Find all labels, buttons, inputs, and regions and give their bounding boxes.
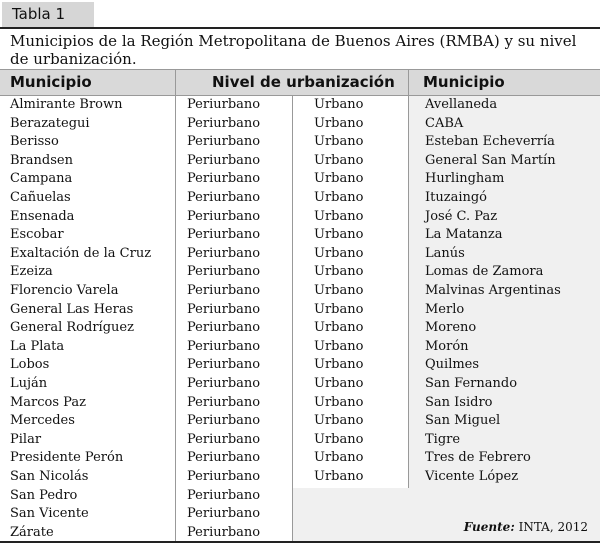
cell-urbano: Urbano (314, 394, 364, 410)
cell-periurbano: Periurbano (187, 394, 261, 410)
cell-urbano: Urbano (314, 134, 364, 150)
table-row (0, 431, 600, 450)
cell-urbano: Urbano (314, 208, 364, 224)
header-municipio-left: Municipio (10, 73, 92, 91)
header-separator (408, 70, 409, 95)
table-row (0, 319, 600, 338)
cell-periurbano: Periurbano (187, 431, 261, 447)
cell-periurbano: Periurbano (187, 320, 261, 336)
cell-municipio-urbano: Tres de Febrero (425, 450, 531, 466)
cell-periurbano: Periurbano (187, 450, 261, 466)
cell-urbano: Urbano (314, 264, 364, 280)
cell-municipio-urbano: Lomas de Zamora (425, 264, 544, 280)
cell-municipio: Almirante Brown (10, 97, 123, 112)
cell-periurbano: Periurbano (187, 152, 261, 168)
cell-urbano: Urbano (314, 245, 364, 261)
cell-municipio-urbano: José C. Paz (425, 208, 498, 224)
table-row (0, 115, 600, 134)
cell-municipio: Luján (10, 376, 48, 391)
cell-urbano: Urbano (314, 301, 364, 317)
table-tab-label: Tabla 1 (2, 2, 94, 27)
cell-urbano: Urbano (314, 97, 364, 112)
cell-municipio: Mercedes (10, 413, 75, 429)
cell-municipio-urbano: San Miguel (425, 413, 501, 429)
table-row (0, 356, 600, 375)
cell-municipio: Campana (10, 171, 73, 187)
cell-municipio: Marcos Paz (10, 394, 86, 410)
source-text: INTA, 2012 (518, 520, 588, 534)
cell-municipio-urbano: Vicente López (425, 469, 519, 484)
cell-periurbano: Periurbano (187, 227, 261, 243)
cell-urbano: Urbano (314, 338, 364, 354)
cell-municipio-urbano: La Matanza (425, 227, 503, 243)
table-row (0, 338, 600, 357)
table-row (0, 468, 600, 487)
table-row (0, 487, 600, 506)
cell-municipio: Ensenada (10, 208, 75, 224)
table-row (0, 394, 600, 413)
cell-periurbano: Periurbano (187, 469, 261, 484)
cell-municipio: Pilar (10, 431, 42, 447)
cell-urbano: Urbano (314, 283, 364, 298)
cell-municipio: Exaltación de la Cruz (10, 245, 152, 261)
table-caption: Municipios de la Región Metropolitana de Buenos Aires (RMBA) y su nivel de urbanización. (10, 32, 577, 68)
table-row (0, 282, 600, 301)
cell-urbano: Urbano (314, 357, 364, 373)
source-label: Fuente: (463, 520, 515, 534)
cell-periurbano: Periurbano (187, 208, 261, 224)
cell-municipio-urbano: Avellaneda (425, 97, 498, 112)
cell-municipio: Ezeiza (10, 264, 53, 280)
cell-municipio: Florencio Varela (10, 283, 119, 298)
header-separator (175, 70, 176, 95)
cell-municipio: Lobos (10, 357, 50, 373)
cell-urbano: Urbano (314, 171, 364, 187)
cell-periurbano: Periurbano (187, 190, 261, 205)
cell-municipio: Zárate (10, 524, 54, 540)
table-row (0, 208, 600, 227)
table-row (0, 152, 600, 171)
cell-urbano: Urbano (314, 115, 364, 131)
cell-urbano: Urbano (314, 190, 364, 205)
cell-municipio-urbano: San Fernando (425, 376, 518, 391)
cell-periurbano: Periurbano (187, 413, 261, 429)
table-row (0, 189, 600, 208)
cell-urbano: Urbano (314, 450, 364, 466)
table-row (0, 245, 600, 264)
cell-municipio-urbano: General San Martín (425, 152, 556, 168)
cell-municipio: Presidente Perón (10, 450, 124, 466)
cell-periurbano: Periurbano (187, 357, 261, 373)
cell-municipio-urbano: Quilmes (425, 357, 480, 373)
cell-urbano: Urbano (314, 431, 364, 447)
cell-periurbano: Periurbano (187, 338, 261, 354)
cell-urbano: Urbano (314, 413, 364, 429)
table-row (0, 301, 600, 320)
cell-municipio: General Rodríguez (10, 320, 134, 336)
cell-periurbano: Periurbano (187, 283, 261, 298)
top-rule (0, 27, 600, 29)
cell-municipio-urbano: Hurlingham (425, 171, 505, 187)
cell-municipio: Escobar (10, 227, 64, 243)
table-row (0, 412, 600, 431)
cell-municipio-urbano: San Isidro (425, 394, 493, 410)
cell-urbano: Urbano (314, 320, 364, 336)
table-row (0, 96, 600, 115)
cell-periurbano: Periurbano (187, 487, 261, 503)
cell-municipio-urbano: Moreno (425, 320, 477, 336)
cell-municipio-urbano: Ituzaingó (425, 190, 488, 205)
header-municipio-right: Municipio (423, 73, 505, 91)
cell-municipio-urbano: Lanús (425, 245, 465, 261)
cell-municipio-urbano: Merlo (425, 301, 465, 317)
cell-municipio: San Nicolás (10, 469, 89, 484)
cell-periurbano: Periurbano (187, 134, 261, 150)
cell-municipio: General Las Heras (10, 301, 134, 317)
table-row (0, 375, 600, 394)
cell-periurbano: Periurbano (187, 376, 261, 391)
source-note (464, 520, 588, 534)
cell-municipio: La Plata (10, 338, 65, 354)
cell-municipio-urbano: CABA (425, 115, 464, 131)
cell-periurbano: Periurbano (187, 171, 261, 187)
cell-municipio-urbano: Esteban Echeverría (425, 134, 555, 150)
cell-municipio: Berazategui (10, 115, 90, 131)
cell-municipio: San Pedro (10, 487, 78, 503)
cell-periurbano: Periurbano (187, 115, 261, 131)
cell-periurbano: Periurbano (187, 97, 261, 112)
cell-municipio-urbano: Tigre (425, 431, 461, 447)
cell-municipio-urbano: Morón (425, 338, 469, 354)
table-row (0, 170, 600, 189)
cell-municipio: Brandsen (10, 152, 73, 168)
cell-periurbano: Periurbano (187, 301, 261, 317)
cell-periurbano: Periurbano (187, 506, 261, 522)
cell-periurbano: Periurbano (187, 245, 261, 261)
table-row (0, 133, 600, 152)
table-header (0, 69, 600, 96)
table-row (0, 449, 600, 468)
table-row (0, 263, 600, 282)
cell-municipio-urbano: Malvinas Argentinas (425, 283, 561, 298)
cell-urbano: Urbano (314, 227, 364, 243)
cell-urbano: Urbano (314, 469, 364, 484)
cell-municipio: Cañuelas (10, 190, 71, 205)
cell-periurbano: Periurbano (187, 264, 261, 280)
cell-periurbano: Periurbano (187, 524, 261, 540)
header-nivel-urbanizacion: Nivel de urbanización (212, 73, 395, 91)
cell-municipio: Berisso (10, 134, 59, 150)
cell-urbano: Urbano (314, 376, 364, 391)
table-row (0, 226, 600, 245)
cell-municipio: San Vicente (10, 506, 89, 522)
cell-urbano: Urbano (314, 152, 364, 168)
